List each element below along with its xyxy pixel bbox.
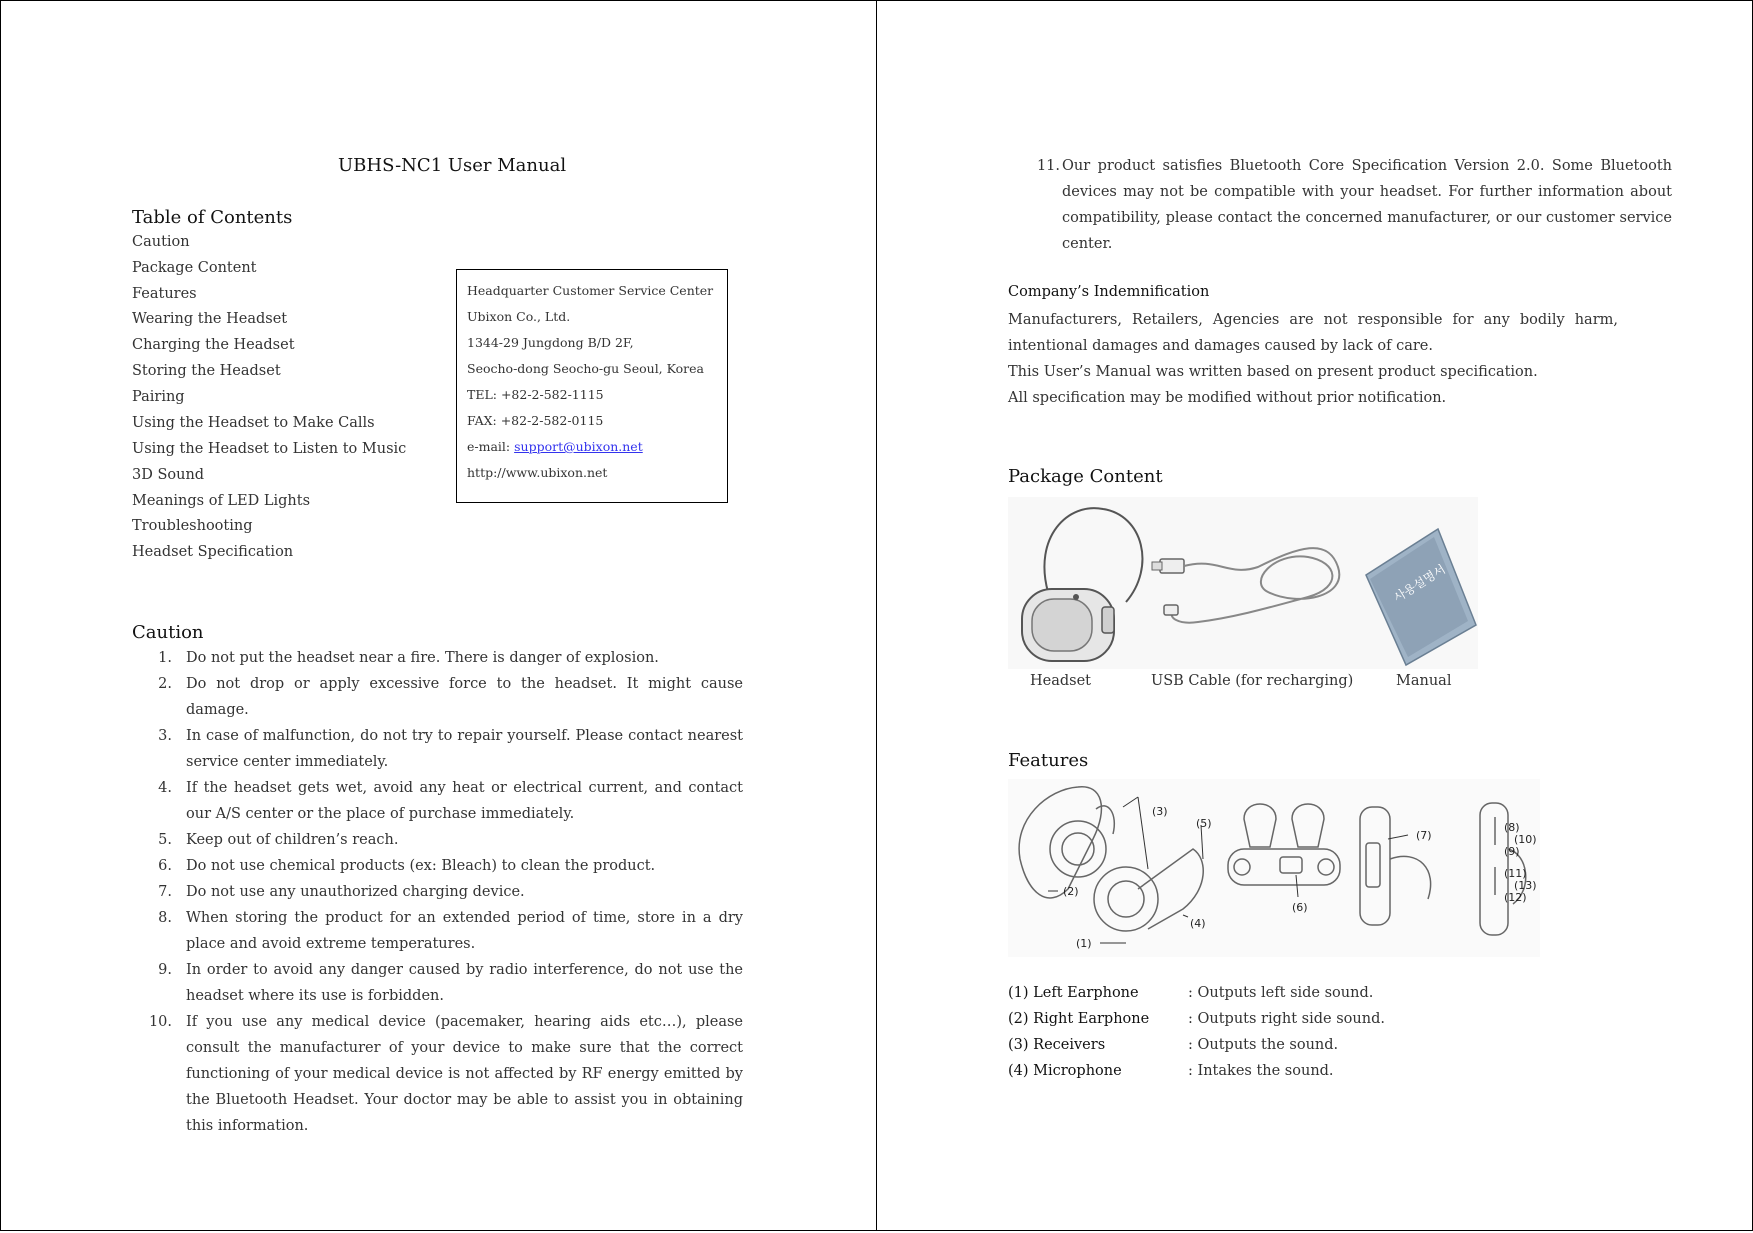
contact-company: Ubixon Co., Ltd. (467, 309, 571, 324)
callout-10: (10) (1514, 833, 1537, 846)
manual-cover-title: 사용설명서 (1391, 562, 1448, 605)
indemnification-text: This User’s Manual was written based on present product specification. (1008, 364, 1538, 380)
toc-item-storing[interactable]: Storing the Headset (132, 363, 281, 379)
contact-email-label: e-mail: (467, 439, 515, 454)
caution-item-number: 8. (158, 910, 172, 926)
callout-2: (2) (1063, 885, 1079, 898)
caution-item (132, 957, 743, 1009)
caution-item-text: When storing the product for an extended period of time, store in a dry place and avoid extreme temperatures. (186, 910, 743, 952)
indemnification-heading: Company’s Indemnification (1008, 284, 1210, 300)
package-illustration (1008, 497, 1478, 669)
caution-item (132, 879, 743, 905)
caution-item-number: 7. (158, 884, 172, 900)
caution-item-text: Do not put the headset near a fire. There is danger of explosion. (186, 650, 659, 666)
features-image-background (1008, 779, 1540, 957)
contact-email-link[interactable]: support@ubixon.net (514, 439, 643, 454)
callout-13: (13) (1514, 879, 1537, 892)
caution-item-text: If the headset gets wet, avoid any heat or electrical current, and contact our A/S center or the place of purchase immediately. (186, 780, 743, 822)
features-heading: Features (1008, 750, 1089, 771)
package-label-headset: Headset (1030, 673, 1092, 689)
contact-address-2: Seocho-dong Seocho-gu Seoul, Korea (467, 361, 704, 376)
feature-name: (2) Right Earphone (1008, 1011, 1150, 1027)
caution-item-text: If you use any medical device (pacemaker, hearing aids etc…), please consult the manufacturer of your device to make sure that the correct functioning of your medical device is not affected by RF energy emitted by the Bluetooth Headset. Your doctor may be able to assist you in obtaining this information. (186, 1014, 743, 1134)
callout-9: (9) (1504, 845, 1520, 858)
toc-item-charging[interactable]: Charging the Headset (132, 337, 295, 353)
contact-website: http://www.ubixon.net (467, 465, 608, 480)
callout-11: (11) (1504, 867, 1527, 880)
feature-description: : Outputs the sound. (1188, 1037, 1339, 1053)
callout-4: (4) (1190, 917, 1206, 930)
caution-item-text: Our product satisfies Bluetooth Core Specification Version 2.0. Some Bluetooth devices may not be compatible with your headset. For further information about compatibility, please contact the concerned manufacturer, or our customer service center. (1062, 158, 1672, 252)
caution-item (132, 775, 743, 827)
feature-description: : Intakes the sound. (1188, 1063, 1334, 1079)
toc-item-wearing[interactable]: Wearing the Headset (132, 311, 288, 327)
caution-item-text: Do not use any unauthorized charging device. (186, 884, 525, 900)
caution-list-continued (1008, 153, 1672, 257)
contact-email-line (467, 434, 717, 460)
caution-item (132, 1009, 743, 1139)
contact-box (456, 269, 728, 503)
callout-8: (8) (1504, 821, 1520, 834)
caution-item-number: 11. (1036, 158, 1060, 174)
feature-name: (1) Left Earphone (1008, 985, 1139, 1001)
callout-12: (12) (1504, 891, 1527, 904)
caution-item-number: 1. (158, 650, 172, 666)
feature-description: : Outputs right side sound. (1188, 1011, 1385, 1027)
caution-item (132, 827, 743, 853)
toc-item-3d-sound[interactable]: 3D Sound (132, 467, 205, 483)
caution-item-number: 2. (158, 676, 172, 692)
caution-item-text: Keep out of children’s reach. (186, 832, 399, 848)
callout-3: (3) (1152, 805, 1168, 818)
toc-item-calls[interactable]: Using the Headset to Make Calls (132, 415, 375, 431)
contact-fax: FAX: +82-2-582-0115 (467, 413, 604, 428)
indemnification-text: Manufacturers, Retailers, Agencies are not responsible for any bodily harm, intentional damages and damages caused by lack of care. (1008, 312, 1618, 354)
toc-item-pairing[interactable]: Pairing (132, 389, 185, 405)
caution-item-text: Do not drop or apply excessive force to the headset. It might cause damage. (186, 676, 743, 718)
toc-item-caution[interactable]: Caution (132, 234, 190, 250)
toc-item-package-content[interactable]: Package Content (132, 260, 257, 276)
package-label-usb-cable: USB Cable (for recharging) (1151, 673, 1354, 689)
toc-item-led-lights[interactable]: Meanings of LED Lights (132, 493, 311, 509)
toc-heading: Table of Contents (132, 207, 293, 228)
callout-6: (6) (1292, 901, 1308, 914)
manual-title: UBHS-NC1 User Manual (338, 155, 567, 176)
caution-heading: Caution (132, 622, 204, 643)
caution-item-number: 9. (158, 962, 172, 978)
contact-address-1: 1344-29 Jungdong B/D 2F, (467, 335, 634, 350)
caution-item-text: In order to avoid any danger caused by radio interference, do not use the headset where its use is forbidden. (186, 962, 743, 1004)
callout-5: (5) (1196, 817, 1212, 830)
caution-item-number: 5. (158, 832, 172, 848)
feature-name: (3) Receivers (1008, 1037, 1106, 1053)
indemnification-text: All specification may be modified without prior notification. (1008, 390, 1447, 406)
toc-item-features[interactable]: Features (132, 286, 197, 302)
caution-item (1008, 153, 1672, 257)
contact-tel: TEL: +82-2-582-1115 (467, 387, 604, 402)
feature-description: : Outputs left side sound. (1188, 985, 1374, 1001)
caution-item (132, 723, 743, 775)
caution-item-number: 6. (158, 858, 172, 874)
contact-center-name: Headquarter Customer Service Center (467, 283, 714, 298)
feature-name: (4) Microphone (1008, 1063, 1122, 1079)
caution-item (132, 853, 743, 879)
caution-item-number: 4. (158, 780, 172, 796)
toc-item-specification[interactable]: Headset Specification (132, 544, 294, 560)
caution-item-text: In case of malfunction, do not try to repair yourself. Please contact nearest service center immediately. (186, 728, 743, 770)
caution-item-text: Do not use chemical products (ex: Bleach) to clean the product. (186, 858, 656, 874)
toc-item-troubleshooting[interactable]: Troubleshooting (132, 518, 253, 534)
caution-item-number: 10. (148, 1014, 172, 1030)
caution-item (132, 645, 743, 671)
package-label-manual: Manual (1396, 673, 1452, 689)
callout-1: (1) (1076, 937, 1092, 950)
caution-list (132, 645, 743, 1139)
caution-item (132, 671, 743, 723)
features-diagram (1008, 779, 1540, 957)
caution-item (132, 905, 743, 957)
callout-7: (7) (1416, 829, 1432, 842)
toc-item-music[interactable]: Using the Headset to Listen to Music (132, 441, 407, 457)
caution-item-number: 3. (158, 728, 172, 744)
package-heading: Package Content (1008, 466, 1163, 487)
